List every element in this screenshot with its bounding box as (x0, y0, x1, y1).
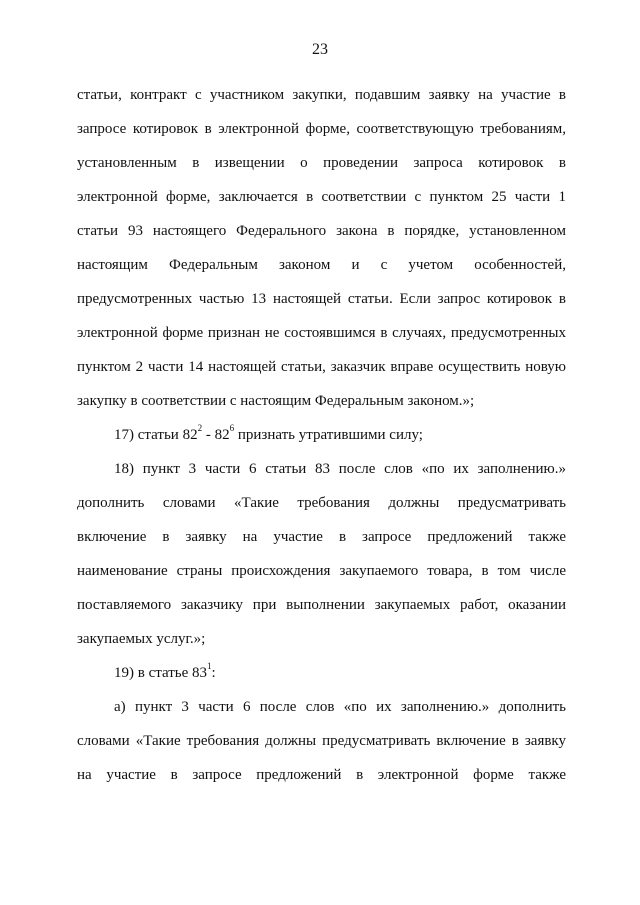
item-17-sup1: 2 (197, 423, 203, 433)
text-line: пунктом 2 части 14 настоящей статьи, заказчик вправе осуществить новую (77, 359, 566, 375)
text-line: 18) пункт 3 части 6 статьи 83 после слов «по их заполнению.» (114, 461, 566, 477)
paragraph-continuation (77, 78, 566, 418)
item-18 (77, 452, 566, 656)
text-line: электронной форме признан не состоявшимся в случаях, предусмотренных (77, 325, 566, 341)
item-19 (77, 656, 566, 690)
text-line: на участие в запросе предложений в электронной форме также (77, 767, 566, 783)
text-line: статьи 93 настоящего Федерального закона в порядке, установленном (77, 223, 566, 239)
text-line: закупаемых услуг.»; (77, 631, 206, 647)
item-17-middle: - 82 (202, 427, 230, 443)
text-line: наименование страны происхождения закупаемого товара, в том числе (77, 563, 566, 579)
item-17-prefix: 17) статьи 82 (114, 427, 198, 443)
item-19-prefix: 19) в статье 83 (114, 665, 208, 681)
text-line: электронной форме, заключается в соответствии с пунктом 25 части 1 (77, 189, 566, 205)
text-line: включение в заявку на участие в запросе предложений также (77, 529, 566, 545)
item-17-suffix: признать утратившими силу; (234, 427, 423, 443)
text-line: предусмотренных частью 13 настоящей статьи. Если запрос котировок в (77, 291, 566, 307)
text-line: настоящим Федеральным законом и с учетом особенностей, (77, 257, 566, 273)
text-line: закупку в соответствии с настоящим Федеральным законом.»; (77, 393, 475, 409)
text-line: запросе котировок в электронной форме, соответствующую требованиям, (77, 121, 566, 137)
document-body (77, 78, 566, 792)
item-17 (77, 418, 566, 452)
text-line: установленным в извещении о проведении запроса котировок в (77, 155, 566, 171)
text-line: дополнить словами «Такие требования должны предусматривать (77, 495, 566, 511)
text-line: статьи, контракт с участником закупки, подавшим заявку на участие в (77, 87, 566, 103)
item-17-sup2: 6 (229, 423, 235, 433)
item-19-sup: 1 (207, 661, 212, 671)
text-line: а) пункт 3 части 6 после слов «по их заполнению.» дополнить (114, 699, 566, 715)
text-line: поставляемого заказчику при выполнении закупаемых работ, оказании (77, 597, 566, 613)
item-19-suffix: : (211, 665, 216, 681)
page-number: 23 (312, 41, 328, 58)
item-19a (77, 690, 566, 792)
text-line: словами «Такие требования должны предусматривать включение в заявку (77, 733, 566, 749)
